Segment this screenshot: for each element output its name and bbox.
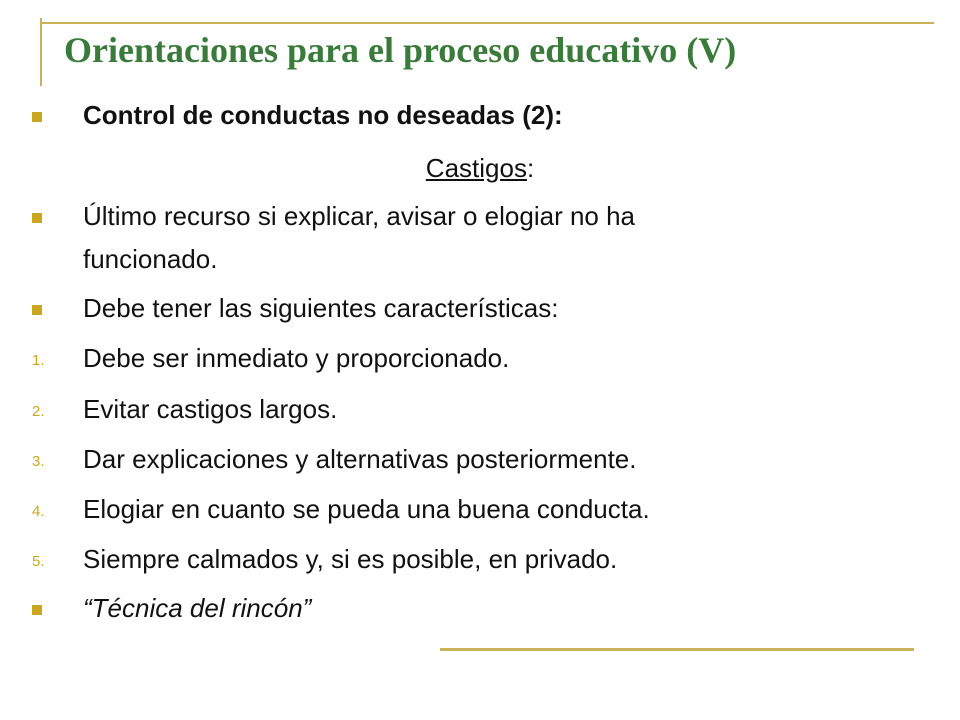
bullet1-line2: funcionado. bbox=[83, 244, 218, 274]
subheading-underlined: Castigos bbox=[425, 153, 527, 183]
last-bullet-text: “Técnica del rincón” bbox=[83, 593, 312, 623]
item-number: 1. bbox=[32, 352, 45, 369]
subheading-suffix: : bbox=[526, 153, 535, 183]
square-bullet-icon bbox=[32, 605, 42, 615]
subheading bbox=[0, 153, 960, 183]
item-text: Elogiar en cuanto se pueda una buena conducta. bbox=[83, 494, 650, 524]
square-bullet-icon bbox=[32, 305, 42, 315]
item-text: Siempre calmados y, si es posible, en privado. bbox=[83, 544, 618, 574]
bullet2-text: Debe tener las siguientes características: bbox=[83, 293, 559, 323]
item-text: Debe ser inmediato y proporcionado. bbox=[83, 343, 510, 373]
left-rule bbox=[40, 18, 42, 86]
item-text: Dar explicaciones y alternativas posteriormente. bbox=[83, 444, 637, 474]
item-number: 2. bbox=[32, 403, 45, 420]
item-text: Evitar castigos largos. bbox=[83, 394, 338, 424]
bottom-rule bbox=[440, 648, 914, 651]
heading-text: Control de conductas no deseadas (2): bbox=[83, 100, 563, 130]
slide-title: Orientaciones para el proceso educativo (V) bbox=[64, 30, 737, 70]
square-bullet-icon bbox=[32, 112, 42, 122]
square-bullet-icon bbox=[32, 213, 42, 223]
item-number: 3. bbox=[32, 453, 45, 470]
item-number: 4. bbox=[32, 503, 45, 520]
item-number: 5. bbox=[32, 553, 45, 570]
bullet1-line1: Último recurso si explicar, avisar o elogiar no ha bbox=[83, 201, 636, 231]
